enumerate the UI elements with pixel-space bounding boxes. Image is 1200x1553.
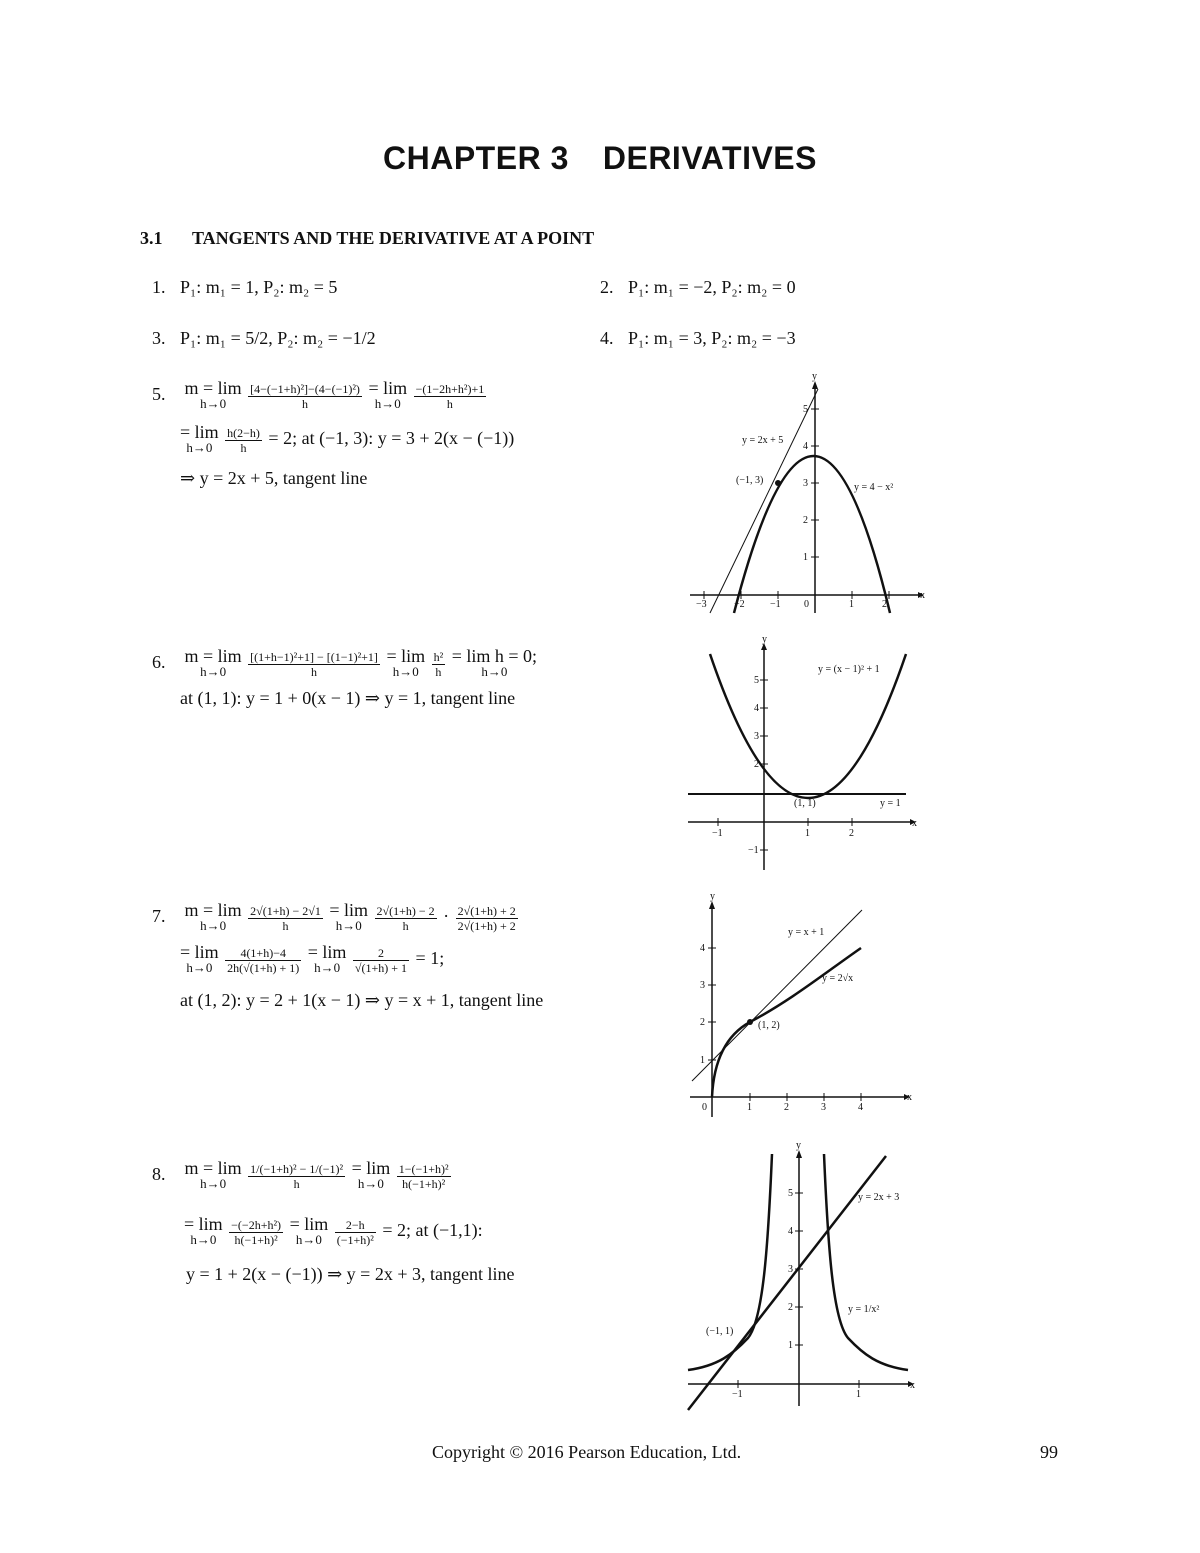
x-tick-label: −3: [696, 599, 707, 610]
numerator: [4−(−1+h)²]−(4−(−1)²): [250, 381, 360, 396]
denominator: √(1+h) + 1: [354, 960, 408, 975]
curve-label: y = 1/x²: [848, 1304, 880, 1315]
y-ticks: [788, 1188, 803, 1351]
limit-expr: [329, 902, 368, 934]
numerator: −(−2h+h²): [231, 1217, 282, 1232]
chapter-name: DERIVATIVES: [602, 140, 817, 176]
lim-text: = lim: [386, 646, 426, 666]
limit-expr: [185, 380, 242, 412]
lim-text: = lim: [289, 1214, 329, 1234]
tangent-point: [747, 1019, 753, 1025]
y-tick-label: 3: [803, 478, 808, 489]
lim-text: = lim: [180, 422, 219, 442]
y-tick-label: 2: [754, 759, 759, 770]
chapter-label: CHAPTER 3: [383, 140, 569, 176]
y-ticks: [803, 404, 819, 563]
fraction: [414, 382, 487, 411]
fraction: [335, 1218, 376, 1247]
limit-expr: [184, 1216, 223, 1248]
numerator: 4(1+h)−4: [225, 946, 301, 961]
x-tick-label: 1: [856, 1389, 861, 1400]
lim-text: = lim: [180, 942, 219, 962]
fraction: [353, 946, 409, 975]
point-label: (1, 2): [758, 1020, 780, 1031]
lim-subscript: h→0: [200, 1176, 227, 1191]
denominator: h: [240, 440, 247, 455]
lim-subscript: h→0: [190, 1232, 217, 1247]
problem-7-line-3: at (1, 2): y = 2 + 1(x − 1) ⇒ y = x + 1, tangent line: [180, 990, 544, 1010]
point-label: (1, 1): [794, 798, 816, 809]
fraction: [229, 1218, 283, 1247]
x-axis-label: x: [910, 1380, 915, 1391]
curve-parabola: [710, 654, 906, 798]
tangent-line: [692, 910, 862, 1081]
limit-expr: [352, 1160, 391, 1192]
problem-number: 8.: [152, 1164, 166, 1185]
lim-subscript: h→0: [392, 664, 419, 679]
x-tick-label: 1: [805, 828, 810, 839]
limit-expr: [368, 380, 407, 412]
denominator: h: [435, 664, 442, 679]
lim-text: = lim: [351, 1158, 391, 1178]
numerator: 1/(−1+h)² − 1/(−1)²: [250, 1161, 344, 1176]
fraction: [397, 1162, 451, 1191]
curve-label: y = 4 − x²: [854, 482, 894, 493]
fraction: [248, 650, 380, 679]
numerator: 2√(1+h) + 2: [457, 903, 516, 918]
fraction: [248, 904, 323, 933]
y-axis-arrow-icon: [812, 381, 818, 389]
x-tick-label: −2: [734, 599, 745, 610]
problem-4: [600, 328, 796, 349]
x-ticks: [712, 818, 854, 839]
tangent-line: [710, 389, 818, 613]
page-number: 99: [1040, 1442, 1058, 1462]
fraction: [225, 426, 262, 455]
problem-number: 2.: [600, 277, 614, 297]
x-tick-label: 0: [702, 1102, 707, 1113]
problem-number: 5.: [152, 384, 166, 405]
y-axis-label: y: [710, 891, 715, 902]
problem-8-line-3: y = 1 + 2(x − (−1)) ⇒ y = 2x + 3, tangent line: [186, 1264, 515, 1284]
y-tick-label: 2: [788, 1302, 793, 1313]
x-tick-label: −1: [770, 599, 781, 610]
lim-text: m = lim: [184, 1158, 242, 1178]
lim-text: m = lim: [184, 378, 242, 398]
problem-answer: P₁: m₁ = 5/2, P₂: m₂ = −1/2: [180, 328, 376, 348]
y-tick-label: 1: [803, 552, 808, 563]
lim-subscript: h→0: [374, 396, 401, 411]
curve-left-branch: [688, 1154, 772, 1370]
lim-subscript: h→0: [481, 664, 508, 679]
section-heading: [140, 228, 594, 249]
result-text: = 2; at (−1, 3): y = 3 + 2(x − (−1)): [268, 428, 515, 449]
problem-5-line-3: ⇒ y = 2x + 5, tangent line: [180, 468, 368, 488]
tangent-point: [775, 480, 781, 486]
lim-subscript: h→0: [200, 918, 227, 933]
graph-problem-7: [690, 891, 920, 1125]
x-tick-label: 4: [858, 1102, 863, 1113]
x-tick-label: −1: [732, 1389, 743, 1400]
lim-text: m = lim: [184, 646, 242, 666]
numerator: 2√(1+h) − 2√1: [250, 903, 321, 918]
fraction: [225, 946, 301, 975]
y-tick-label: 5: [754, 675, 759, 686]
x-tick-label: 1: [747, 1102, 752, 1113]
problem-number: 6.: [152, 652, 166, 673]
limit-expr: [180, 424, 219, 456]
problem-3: [152, 328, 376, 349]
y-tick-label: 1: [700, 1055, 705, 1066]
lim-text: = lim h = 0;: [451, 646, 538, 666]
curve-sqrt: [712, 948, 861, 1097]
lim-subscript: h→0: [357, 1176, 384, 1191]
curve-label: y = (x − 1)² + 1: [818, 664, 880, 675]
lim-text: = lim: [329, 900, 369, 920]
limit-expr: [180, 944, 219, 976]
y-tick-label: 2: [700, 1017, 705, 1028]
y-tick-label: 5: [788, 1188, 793, 1199]
problem-number: 7.: [152, 906, 166, 927]
y-tick-label: 5: [803, 404, 808, 415]
problem-8-line-2: [184, 1216, 483, 1248]
y-tick-label: 2: [803, 515, 808, 526]
problem-6-line-2: at (1, 1): y = 1 + 0(x − 1) ⇒ y = 1, tangent line: [180, 688, 516, 708]
numerator: [(1+h−1)²+1] − [(1−1)²+1]: [250, 649, 378, 664]
lim-subscript: h→0: [200, 664, 227, 679]
lim-text: = lim: [184, 1214, 223, 1234]
y-axis-arrow-icon: [709, 901, 715, 909]
problem-number: 3.: [152, 328, 166, 348]
numerator: h²: [433, 649, 444, 664]
limit-expr: [185, 648, 242, 680]
tangent-label: y = x + 1: [788, 927, 825, 938]
denominator: h(−1+h)²: [234, 1232, 278, 1247]
result-text: = 2; at (−1,1):: [382, 1220, 483, 1241]
x-tick-label: 2: [882, 599, 887, 610]
problem-answer: P₁: m₁ = 3, P₂: m₂ = −3: [628, 328, 796, 348]
denominator: h: [446, 396, 453, 411]
y-tick-label: 3: [754, 731, 759, 742]
x-tick-label: 2: [849, 828, 854, 839]
fraction: [456, 904, 518, 933]
denominator: (−1+h)²: [336, 1232, 374, 1247]
fraction: [248, 1162, 345, 1191]
problem-answer: P₁: m₁ = −2, P₂: m₂ = 0: [628, 277, 796, 297]
problem-7-line-2: [180, 944, 444, 976]
y-tick-label: −1: [748, 845, 759, 856]
curve-right-branch: [824, 1154, 908, 1370]
y-axis-label: y: [762, 634, 767, 645]
y-axis-arrow-icon: [796, 1150, 802, 1158]
numerator: 2−h: [335, 1218, 376, 1233]
problem-6-line-1: [152, 648, 537, 680]
y-tick-label: 3: [700, 980, 705, 991]
x-tick-label: 0: [804, 599, 809, 610]
numerator: 2√(1+h) − 2: [376, 903, 435, 918]
section-title: TANGENTS AND THE DERIVATIVE AT A POINT: [192, 228, 595, 248]
problem-5-line-1: [152, 380, 488, 412]
graph-problem-6: [688, 634, 928, 870]
y-tick-label: 3: [788, 1264, 793, 1275]
problem-2: [600, 277, 796, 298]
problem-5-line-2: [180, 424, 514, 456]
x-axis-label: x: [920, 590, 925, 601]
lim-text: = lim: [307, 942, 347, 962]
denominator: h: [302, 396, 309, 411]
denominator: 2h(√(1+h) + 1): [227, 960, 300, 975]
x-tick-label: 2: [784, 1102, 789, 1113]
y-ticks: [748, 675, 768, 856]
denominator: 2√(1+h) + 2: [457, 918, 516, 933]
tangent-line: [688, 1156, 886, 1410]
x-tick-label: 1: [849, 599, 854, 610]
y-tick-label: 4: [788, 1226, 793, 1237]
copyright-footer: Copyright © 2016 Pearson Education, Ltd.: [432, 1442, 742, 1462]
lim-subscript: h→0: [186, 960, 213, 975]
lim-subscript: h→0: [200, 396, 227, 411]
result-text: = 1;: [415, 948, 445, 969]
numerator: −(1−2h+h²)+1: [415, 381, 485, 396]
y-tick-label: 4: [803, 441, 808, 452]
problem-number: 1.: [152, 277, 166, 297]
problem-1: [152, 277, 337, 298]
x-ticks: [702, 1093, 863, 1113]
problem-number: 4.: [600, 328, 614, 348]
problem-answer: P₁: m₁ = 1, P₂: m₂ = 5: [180, 277, 338, 297]
x-ticks: [696, 591, 889, 610]
section-number: 3.1: [140, 228, 163, 248]
tangent-label: y = 2x + 5: [742, 435, 784, 446]
x-ticks: [732, 1380, 861, 1400]
curve-label: y = 2√x: [822, 973, 854, 984]
lim-subscript: h→0: [335, 918, 362, 933]
x-tick-label: −1: [712, 828, 723, 839]
limit-expr: [308, 944, 347, 976]
lim-text: = lim: [368, 378, 408, 398]
problem-7-line-1: 7. m = lim h→0 $\frac{2√(1+h) - 2√1}{h}$ = lim h→0 $\frac{2√(1+h) - 2}{h}$ · $\frac{2√(1+h) + 2}{2√(1+h) + 2}$: [152, 900, 516, 933]
y-tick-label: 1: [788, 1340, 793, 1351]
lim-subscript: h→0: [314, 960, 341, 975]
denominator: h: [402, 918, 409, 933]
limit-expr: [185, 1160, 242, 1192]
limit-expr: [185, 902, 242, 934]
denominator: h: [311, 664, 318, 679]
problem-8-line-1: [152, 1160, 453, 1192]
lim-text: m = lim: [184, 900, 242, 920]
x-axis-label: x: [912, 818, 917, 829]
point-label: (−1, 1): [706, 1326, 734, 1337]
fraction: [432, 650, 446, 679]
denominator: h: [282, 918, 289, 933]
tangent-label: y = 1: [880, 798, 901, 809]
lim-subscript: h→0: [186, 440, 213, 455]
graph-problem-5: [690, 371, 930, 615]
point-label: (−1, 3): [736, 475, 764, 486]
x-tick-label: 3: [821, 1102, 826, 1113]
limit-expr: [452, 648, 537, 680]
y-ticks: [700, 943, 716, 1066]
denominator: h: [293, 1176, 300, 1191]
y-axis-label: y: [812, 371, 817, 382]
limit-expr: [386, 648, 425, 680]
numerator: h(2−h): [227, 425, 260, 440]
lim-subscript: h→0: [295, 1232, 322, 1247]
denominator: h(−1+h)²: [402, 1176, 446, 1191]
numerator: 2: [353, 946, 409, 961]
y-tick-label: 4: [754, 703, 759, 714]
x-axis-label: x: [907, 1092, 912, 1103]
fraction: [248, 382, 362, 411]
numerator: 1−(−1+h)²: [398, 1161, 449, 1176]
fraction: [375, 904, 437, 933]
y-axis-label: y: [796, 1140, 801, 1151]
limit-expr: [290, 1216, 329, 1248]
chapter-title: [0, 140, 1200, 177]
tangent-label: y = 2x + 3: [858, 1192, 900, 1203]
y-tick-label: 4: [700, 943, 705, 954]
graph-problem-8: [688, 1140, 920, 1410]
